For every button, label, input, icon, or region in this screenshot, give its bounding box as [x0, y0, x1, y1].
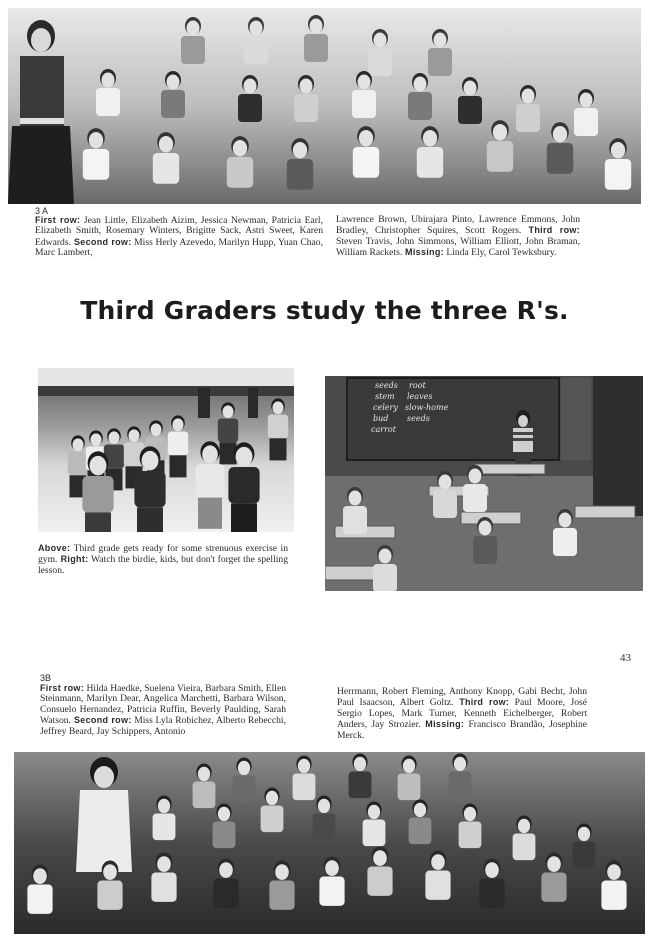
right-text: Watch the birdie, kids, but don't forget the spelling lesson.	[38, 554, 288, 576]
third-row-label: Third row:	[453, 697, 510, 708]
third-row-names: Paul Moore, José Sergio Lopes, Mark Turner, Kenneth Eichelberger, Robert Anders, Jay Strozier.	[337, 697, 588, 731]
board-word: slow-home	[405, 403, 449, 412]
second-row-label: Second row:	[70, 715, 132, 726]
first-row-label: First row:	[35, 215, 81, 225]
class-3b-caption-col2	[337, 687, 587, 741]
second-row-label: Second row:	[70, 236, 132, 247]
third-row-label: Third row:	[521, 225, 581, 236]
second-row-names: Miss Herly Azevedo, Marilyn Hupp, Yuan Chao, Marc Lambert,	[35, 236, 323, 259]
board-word: carrot	[371, 425, 396, 434]
first-row-label: First row:	[40, 683, 85, 693]
right-label: Right:	[57, 554, 89, 565]
class-3b-label: 3B	[40, 673, 52, 683]
board-word: root	[409, 381, 426, 390]
missing-names: Francisco Brandão, Josephine Merck.	[337, 719, 587, 741]
second-row-names-cont: Lawrence Brown, Ubirajara Pinto, Lawrence Emmons, John Bradley, Christopher Squires, Scott Rogers.	[336, 214, 580, 237]
above-label: Above:	[38, 543, 71, 553]
second-row-names-cont: Herrmann, Robert Fleming, Anthony Knopp, Gabi Becht, John Paul Isaacson, Albert Goltz.	[337, 686, 587, 709]
class-3a-label: 3 A	[35, 206, 49, 216]
class-3b-photo	[14, 752, 645, 934]
above-text: Third grade gets ready for some strenuous exercise in gym.	[38, 543, 288, 566]
board-word: leaves	[407, 392, 433, 401]
missing-label: Missing:	[420, 719, 465, 730]
class-3a-photo	[8, 8, 641, 204]
board-word: seeds	[407, 414, 430, 423]
first-row-names: Jean Little, Elizabeth Aizim, Jessica Newman, Patricia Earl, Elizabeth Smith, Rosemary Winters, Brigitte Sack, Astri Sweet, Karen Edwards.	[35, 215, 323, 248]
gym-photo	[38, 368, 294, 532]
missing-names: Linda Ely, Carol Tewksbury.	[443, 247, 557, 259]
board-word: stem	[375, 392, 395, 401]
first-row-names: Hilda Haedke, Suelena Vieira, Barbara Smith, Ellen Steinmann, Marilyn Dear, Angelica Marchetti, Barbara Wilson, Consuelo Hernandez, Patricia Ruffin, Beverly Paulding, Sarah Watson.	[40, 683, 286, 727]
photo-caption	[38, 543, 288, 576]
board-word: bud	[373, 414, 389, 423]
classroom-photo	[325, 376, 643, 591]
class-3b-caption-col1	[40, 683, 286, 737]
missing-label: Missing:	[402, 247, 444, 258]
second-row-names: Miss Lyla Robichez, Alberto Rebecchi, Jeffrey Beard, Jay Schippers, Antonio	[40, 715, 286, 737]
third-row-names: Steven Travis, John Simmons, William Elliott, John Braman, William Rackets.	[336, 235, 580, 259]
page-headline: Third Graders study the three R's.	[80, 296, 569, 325]
class-3a-caption-col2	[336, 215, 580, 259]
class-3a-caption-col1	[35, 215, 323, 259]
board-word: seeds	[375, 381, 398, 390]
page-number: 43	[620, 652, 631, 664]
board-word: celery	[373, 403, 398, 412]
